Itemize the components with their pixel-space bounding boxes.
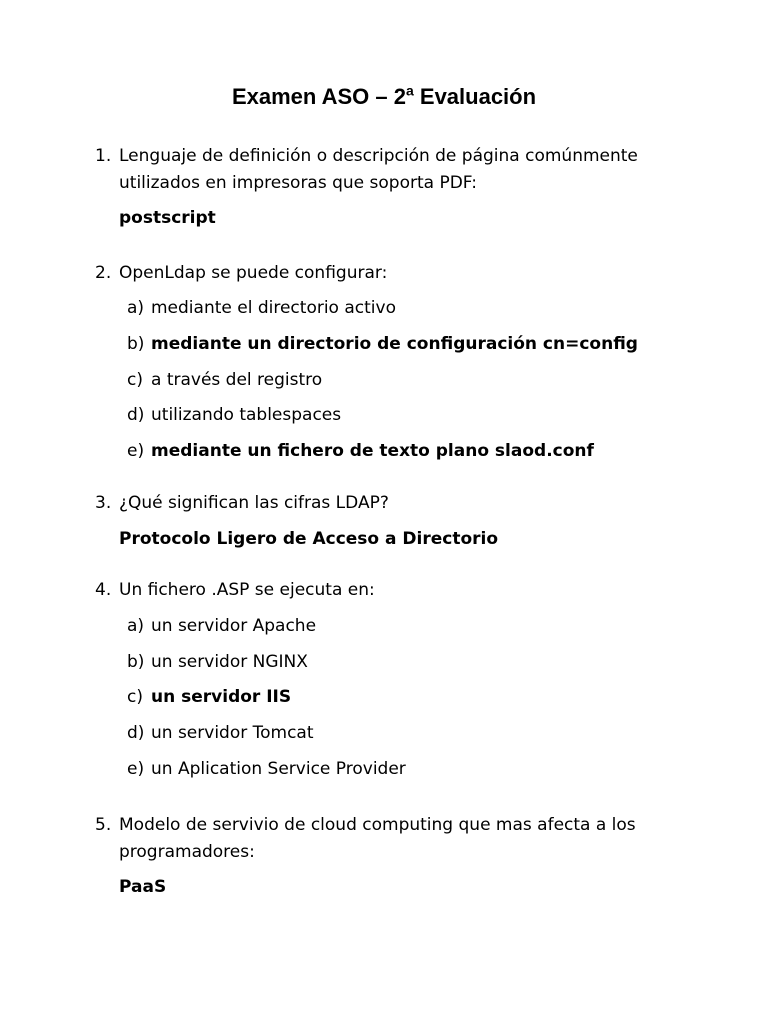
answer-3: Protocolo Ligero de Acceso a Directorio: [119, 529, 499, 549]
option-text: un servidor NGINX: [151, 652, 308, 672]
title-superscript: a: [405, 82, 414, 99]
answer-1: postscript: [119, 208, 216, 228]
question-3: [95, 490, 655, 517]
question-5: [95, 812, 655, 866]
option-letter: d): [127, 405, 145, 425]
option-text: a través del registro: [151, 370, 323, 390]
question-4: [95, 577, 655, 604]
option-2d: [127, 402, 341, 429]
option-text: un servidor IIS: [151, 687, 292, 707]
question-1: [95, 143, 655, 197]
option-text: utilizando tablespaces: [151, 405, 342, 425]
title-main-text: Examen ASO – 2: [231, 84, 406, 109]
option-letter: b): [127, 334, 145, 354]
option-letter: c): [127, 687, 143, 707]
title-rest-text: Evaluación: [413, 84, 537, 109]
option-letter: b): [127, 652, 145, 672]
option-4d: [127, 720, 314, 747]
option-2c: [127, 367, 322, 394]
option-text: un Aplication Service Provider: [151, 759, 406, 779]
option-text: un servidor Tomcat: [151, 723, 314, 743]
option-4a: [127, 613, 316, 640]
option-text: mediante un fichero de texto plano slaod.conf: [151, 441, 594, 461]
option-letter: d): [127, 723, 145, 743]
option-2a: [127, 295, 396, 322]
answer-5: PaaS: [119, 877, 167, 897]
option-2b: [127, 331, 638, 358]
question-number: 2.: [95, 263, 112, 283]
option-letter: e): [127, 759, 145, 779]
option-4e: [127, 756, 406, 783]
question-text: Un fichero .ASP se ejecuta en:: [119, 580, 375, 600]
question-text: OpenLdap se puede configurar:: [119, 263, 388, 283]
option-letter: a): [127, 298, 145, 318]
question-text: Lenguaje de definición o descripción de página comúnmente utilizados en impresoras que soporta PDF:: [119, 146, 638, 193]
question-number: 1.: [95, 146, 112, 166]
page-title: [0, 82, 768, 112]
question-2: [95, 260, 655, 287]
question-number: 4.: [95, 580, 112, 600]
option-4c: [127, 684, 291, 711]
question-number: 3.: [95, 493, 112, 513]
question-text: ¿Qué significan las cifras LDAP?: [119, 493, 389, 513]
option-letter: c): [127, 370, 143, 390]
option-text: mediante un directorio de configuración cn=config: [151, 334, 638, 354]
option-text: un servidor Apache: [151, 616, 317, 636]
option-letter: a): [127, 616, 145, 636]
option-letter: e): [127, 441, 145, 461]
option-2e: [127, 438, 594, 465]
question-text: Modelo de servivio de cloud computing que mas afecta a los programadores:: [119, 815, 636, 862]
option-4b: [127, 649, 308, 676]
question-number: 5.: [95, 815, 112, 835]
option-text: mediante el directorio activo: [151, 298, 396, 318]
